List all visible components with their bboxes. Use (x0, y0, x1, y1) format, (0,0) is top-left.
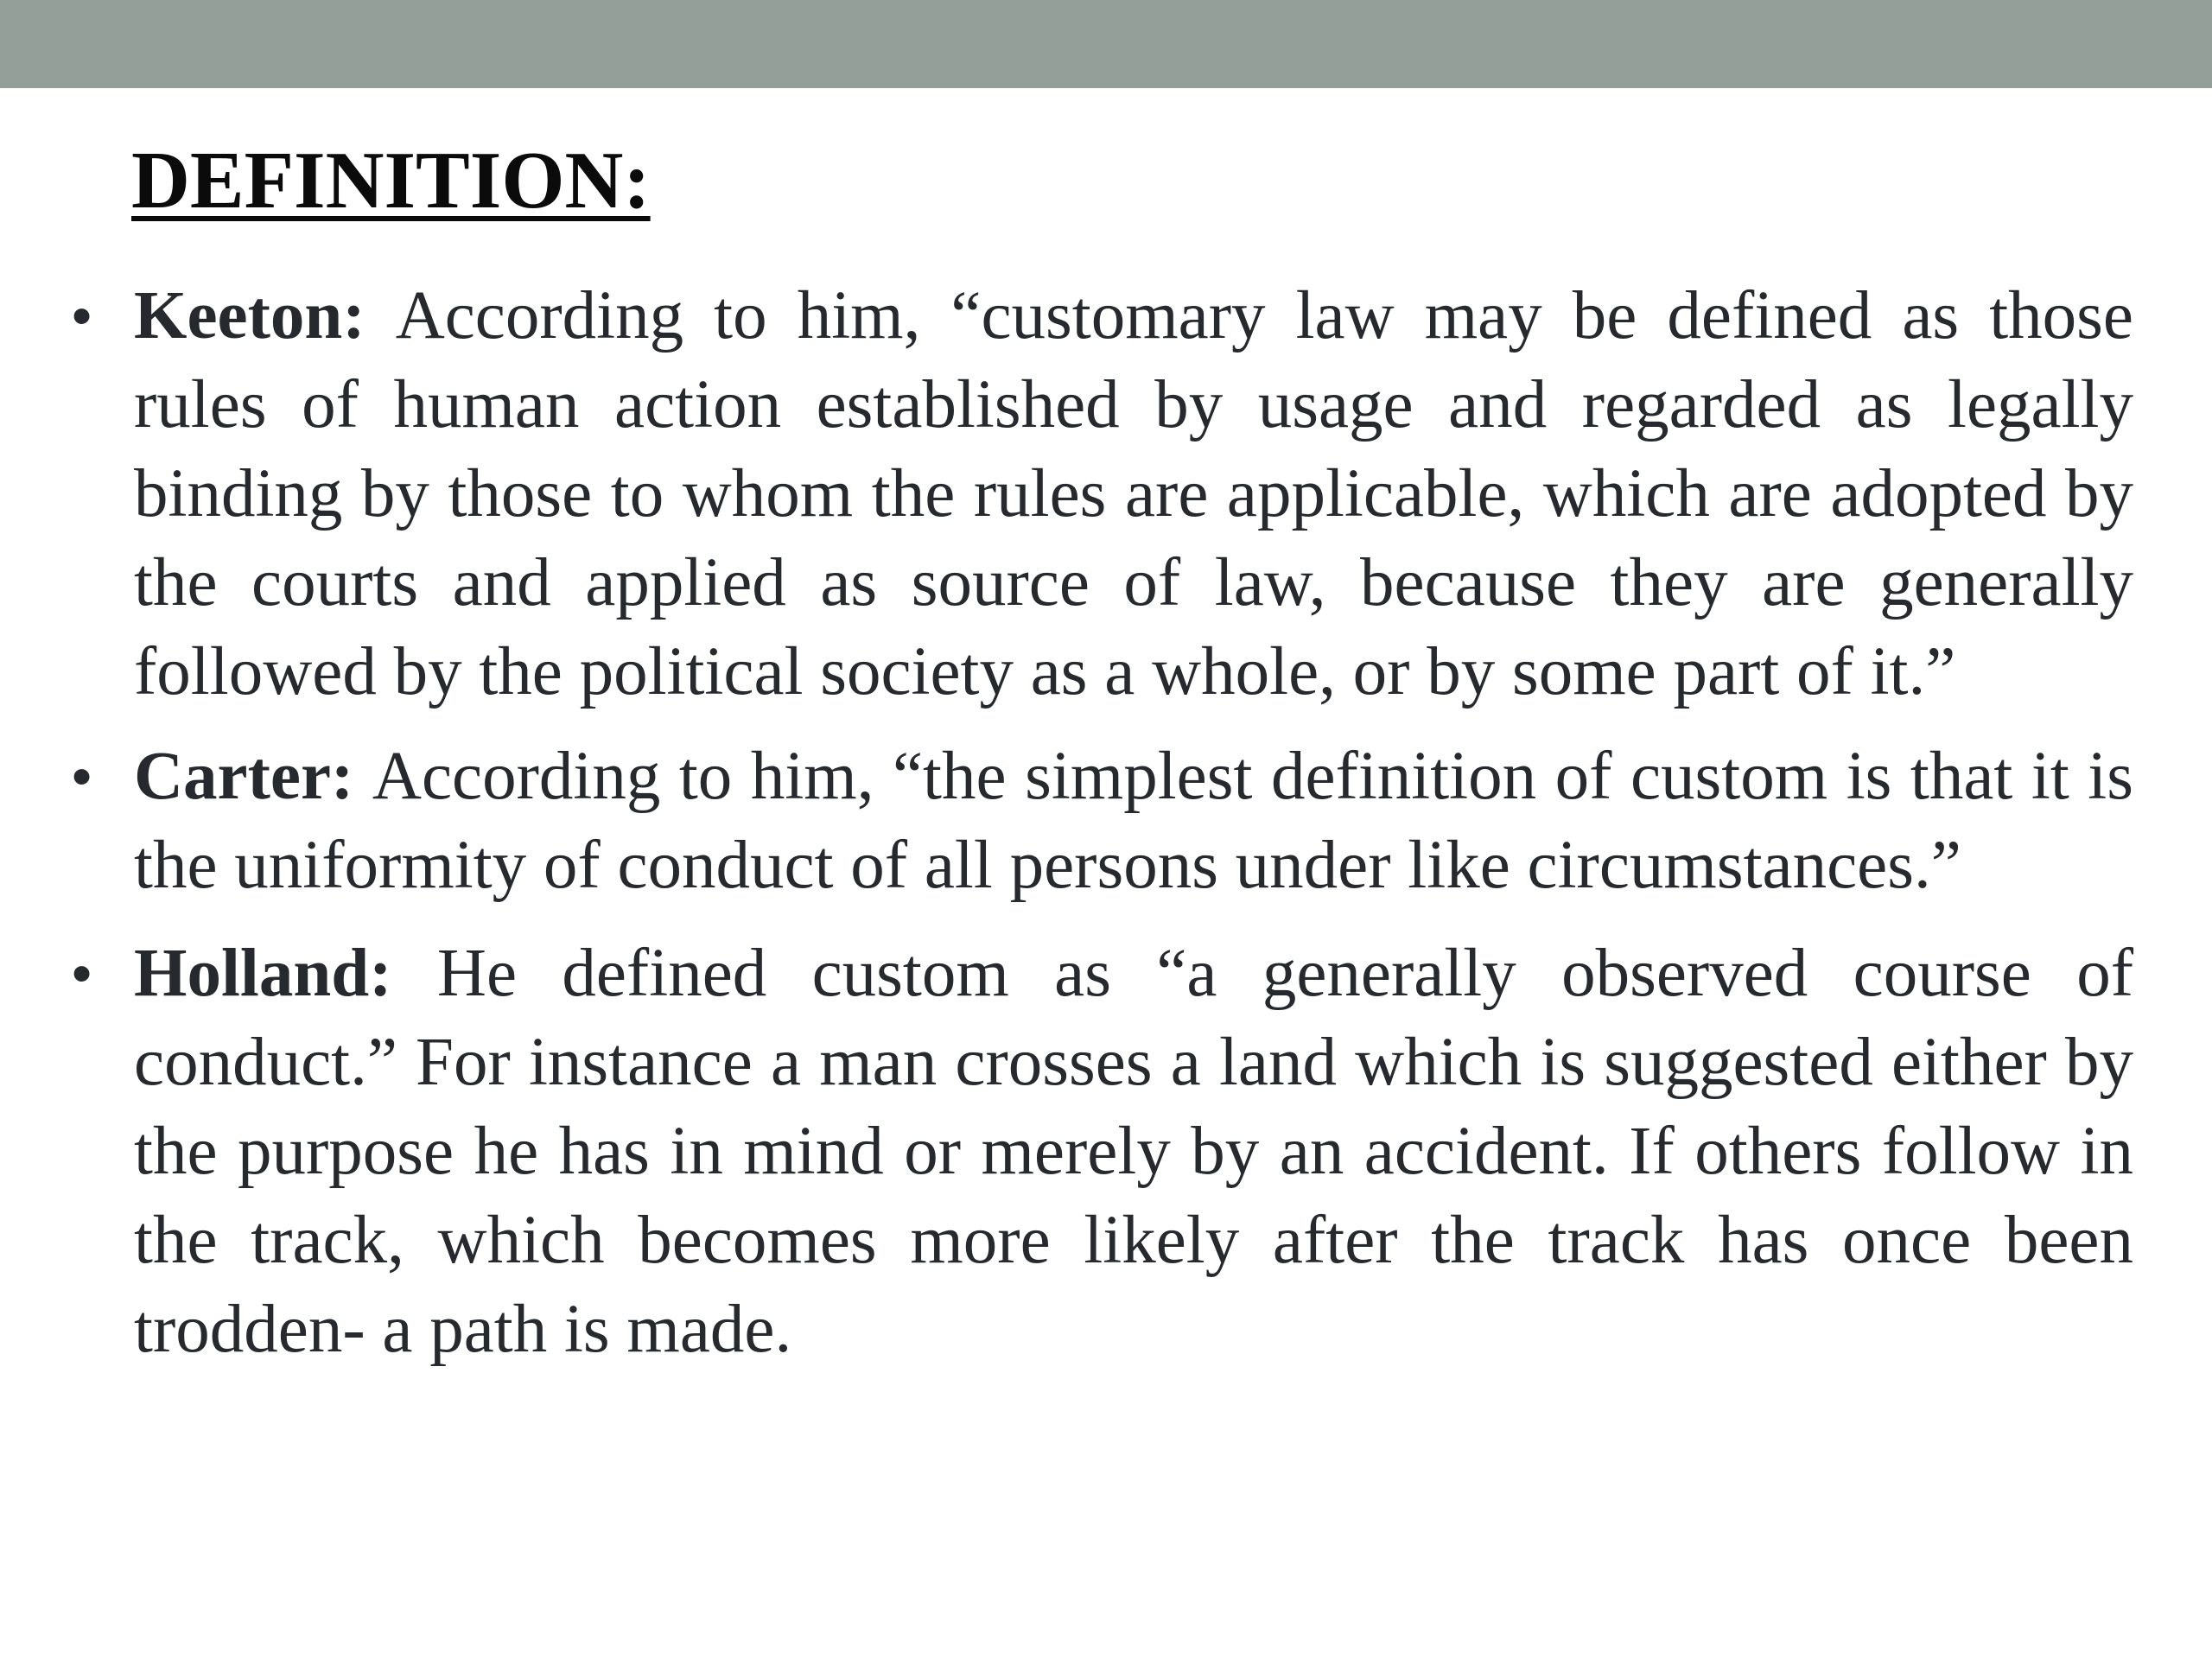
bullet-dot-icon: • (72, 744, 92, 808)
bullet-text: According to him, “the simplest definition of custom is that it is the uniformity of conduct of all persons under like circumstances.” (134, 739, 2133, 903)
bullet-text: According to him, “customary law may be defined as those rules of human action established by usage and regarded as legally binding by those to whom the rules are applicable, which are adopted by the courts and applied as source of law, because they are generally followed by the political society as a whole, or by some part of it.” (134, 278, 2133, 709)
bullet-keeton (72, 271, 2133, 716)
bullet-text: He defined custom as “a generally observed course of conduct.” For instance a man crosses a land which is suggested either by the purpose he has in mind or merely by an accident. If others follow in the track, which becomes more likely after the track has once been trodden- a path is made. (134, 936, 2133, 1367)
bullet-dot-icon: • (72, 941, 92, 1005)
bullet-term: Holland: (134, 936, 437, 1011)
bullet-holland (72, 929, 2133, 1374)
bullet-term: Keeton: (134, 278, 396, 353)
top-color-band (0, 0, 2212, 88)
slide-title: DEFINITION: (131, 136, 651, 226)
bullet-dot-icon: • (72, 283, 92, 347)
bullet-term: Carter: (134, 739, 372, 814)
definition-list (0, 271, 2212, 1389)
bullet-carter (72, 732, 2133, 910)
